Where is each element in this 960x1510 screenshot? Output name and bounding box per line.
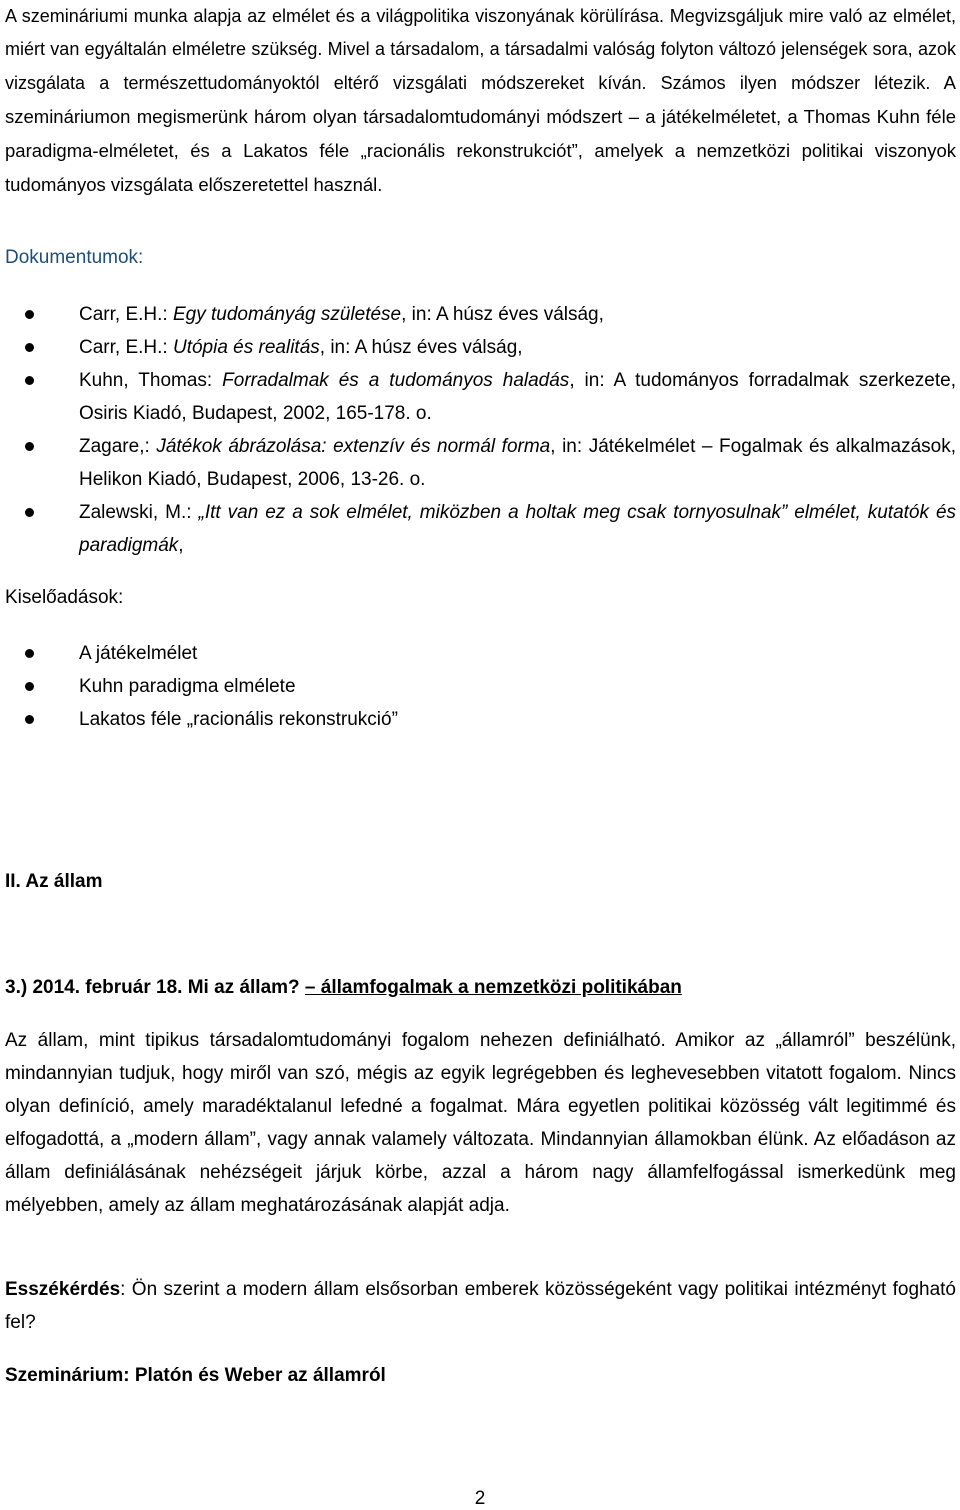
document-item: Carr, E.H.: Utópia és realitás, in: A húsz éves válság, bbox=[5, 331, 956, 364]
document-item: Carr, E.H.: Egy tudományág születése, in: A húsz éves válság, bbox=[5, 298, 956, 331]
session-date: 3.) 2014. február 18. Mi az állam? bbox=[5, 977, 300, 998]
essay-question bbox=[5, 1273, 956, 1339]
documents-list bbox=[5, 298, 956, 562]
essay-text: : Ön szerint a modern állam elsősorban emberek közösségeként vagy politikai intézményt fogható fel? bbox=[5, 1279, 956, 1333]
talk-item: Kuhn paradigma elmélete bbox=[5, 670, 956, 703]
seminar-heading: Szeminárium: Platón és Weber az államról bbox=[5, 1365, 386, 1386]
talks-list bbox=[5, 637, 956, 736]
talks-heading: Kiselőadások: bbox=[5, 587, 124, 608]
document-item: Kuhn, Thomas: Forradalmak és a tudományos haladás, in: A tudományos forradalmak szerkezete, Osiris Kiadó, Budapest, 2002, 165-178. o. bbox=[5, 364, 956, 430]
intro-part-1: A szemináriumi munka alapja az elmélet és a világpolitika viszonyának körülírása. Megvizsgáljuk mire való az elmélet, miért van egyáltalán elméletre szükség. Mivel a társadalom, a társadalmi valóság folyton változó jelenségek sora, azok vizsgálata a természettudományoktól eltérő vizsgálati módszereket kíván. Számos ilyen módszer létezik. bbox=[5, 6, 956, 93]
page-number: 2 bbox=[474, 1488, 486, 1509]
essay-label: Esszékérdés bbox=[5, 1279, 121, 1300]
document-item: Zalewski, M.: „Itt van ez a sok elmélet, miközben a holtak meg csak tornyosulnak” elmélet, kutatók és paradigmák, bbox=[5, 496, 956, 562]
session-heading bbox=[5, 975, 956, 1001]
talk-item: Lakatos féle „racionális rekonstrukció” bbox=[5, 703, 956, 736]
documents-heading: Dokumentumok: bbox=[5, 247, 144, 268]
talk-item: A játékelmélet bbox=[5, 637, 956, 670]
section-title: II. Az állam bbox=[5, 871, 103, 892]
body-paragraph: Az állam, mint tipikus társadalomtudományi fogalom nehezen definiálható. Amikor az „államról” beszélünk, mindannyian tudjuk, hogy miről van szó, mégis az egyik legrégebben és leghevesebben vitatott fogalom. Nincs olyan definíció, amely maradéktalanul lefedné a fogalmat. Mára egyetlen politikai közösség vált legitimmé és elfogadottá, a „modern állam”, vagy annak valamely változata. Mindannyian államokban élünk. Az előadáson az állam definiálásának nehézségeit járjuk körbe, azzal a három nagy államfelfogással ismerkedünk meg mélyebben, amely az állam meghatározásának alapját adja. bbox=[5, 1030, 956, 1216]
session-topic: – államfogalmak a nemzetközi politikában bbox=[304, 977, 682, 998]
intro-paragraph bbox=[5, 0, 956, 202]
document-item: Zagare,: Játékok ábrázolása: extenzív és normál forma, in: Játékelmélet – Fogalmak és alkalmazások, Helikon Kiadó, Budapest, 2006, 13-26. o. bbox=[5, 430, 956, 496]
intro-part-2: A szemináriumon megismerünk három olyan társadalomtudományi módszert – a játékelméletet, a Thomas Kuhn féle paradigma-elméletet, és a Lakatos féle „racionális rekonstrukciót”, amelyek a nemzetközi politikai viszonyok tudományos vizsgálata előszeretettel használ. bbox=[5, 72, 956, 195]
